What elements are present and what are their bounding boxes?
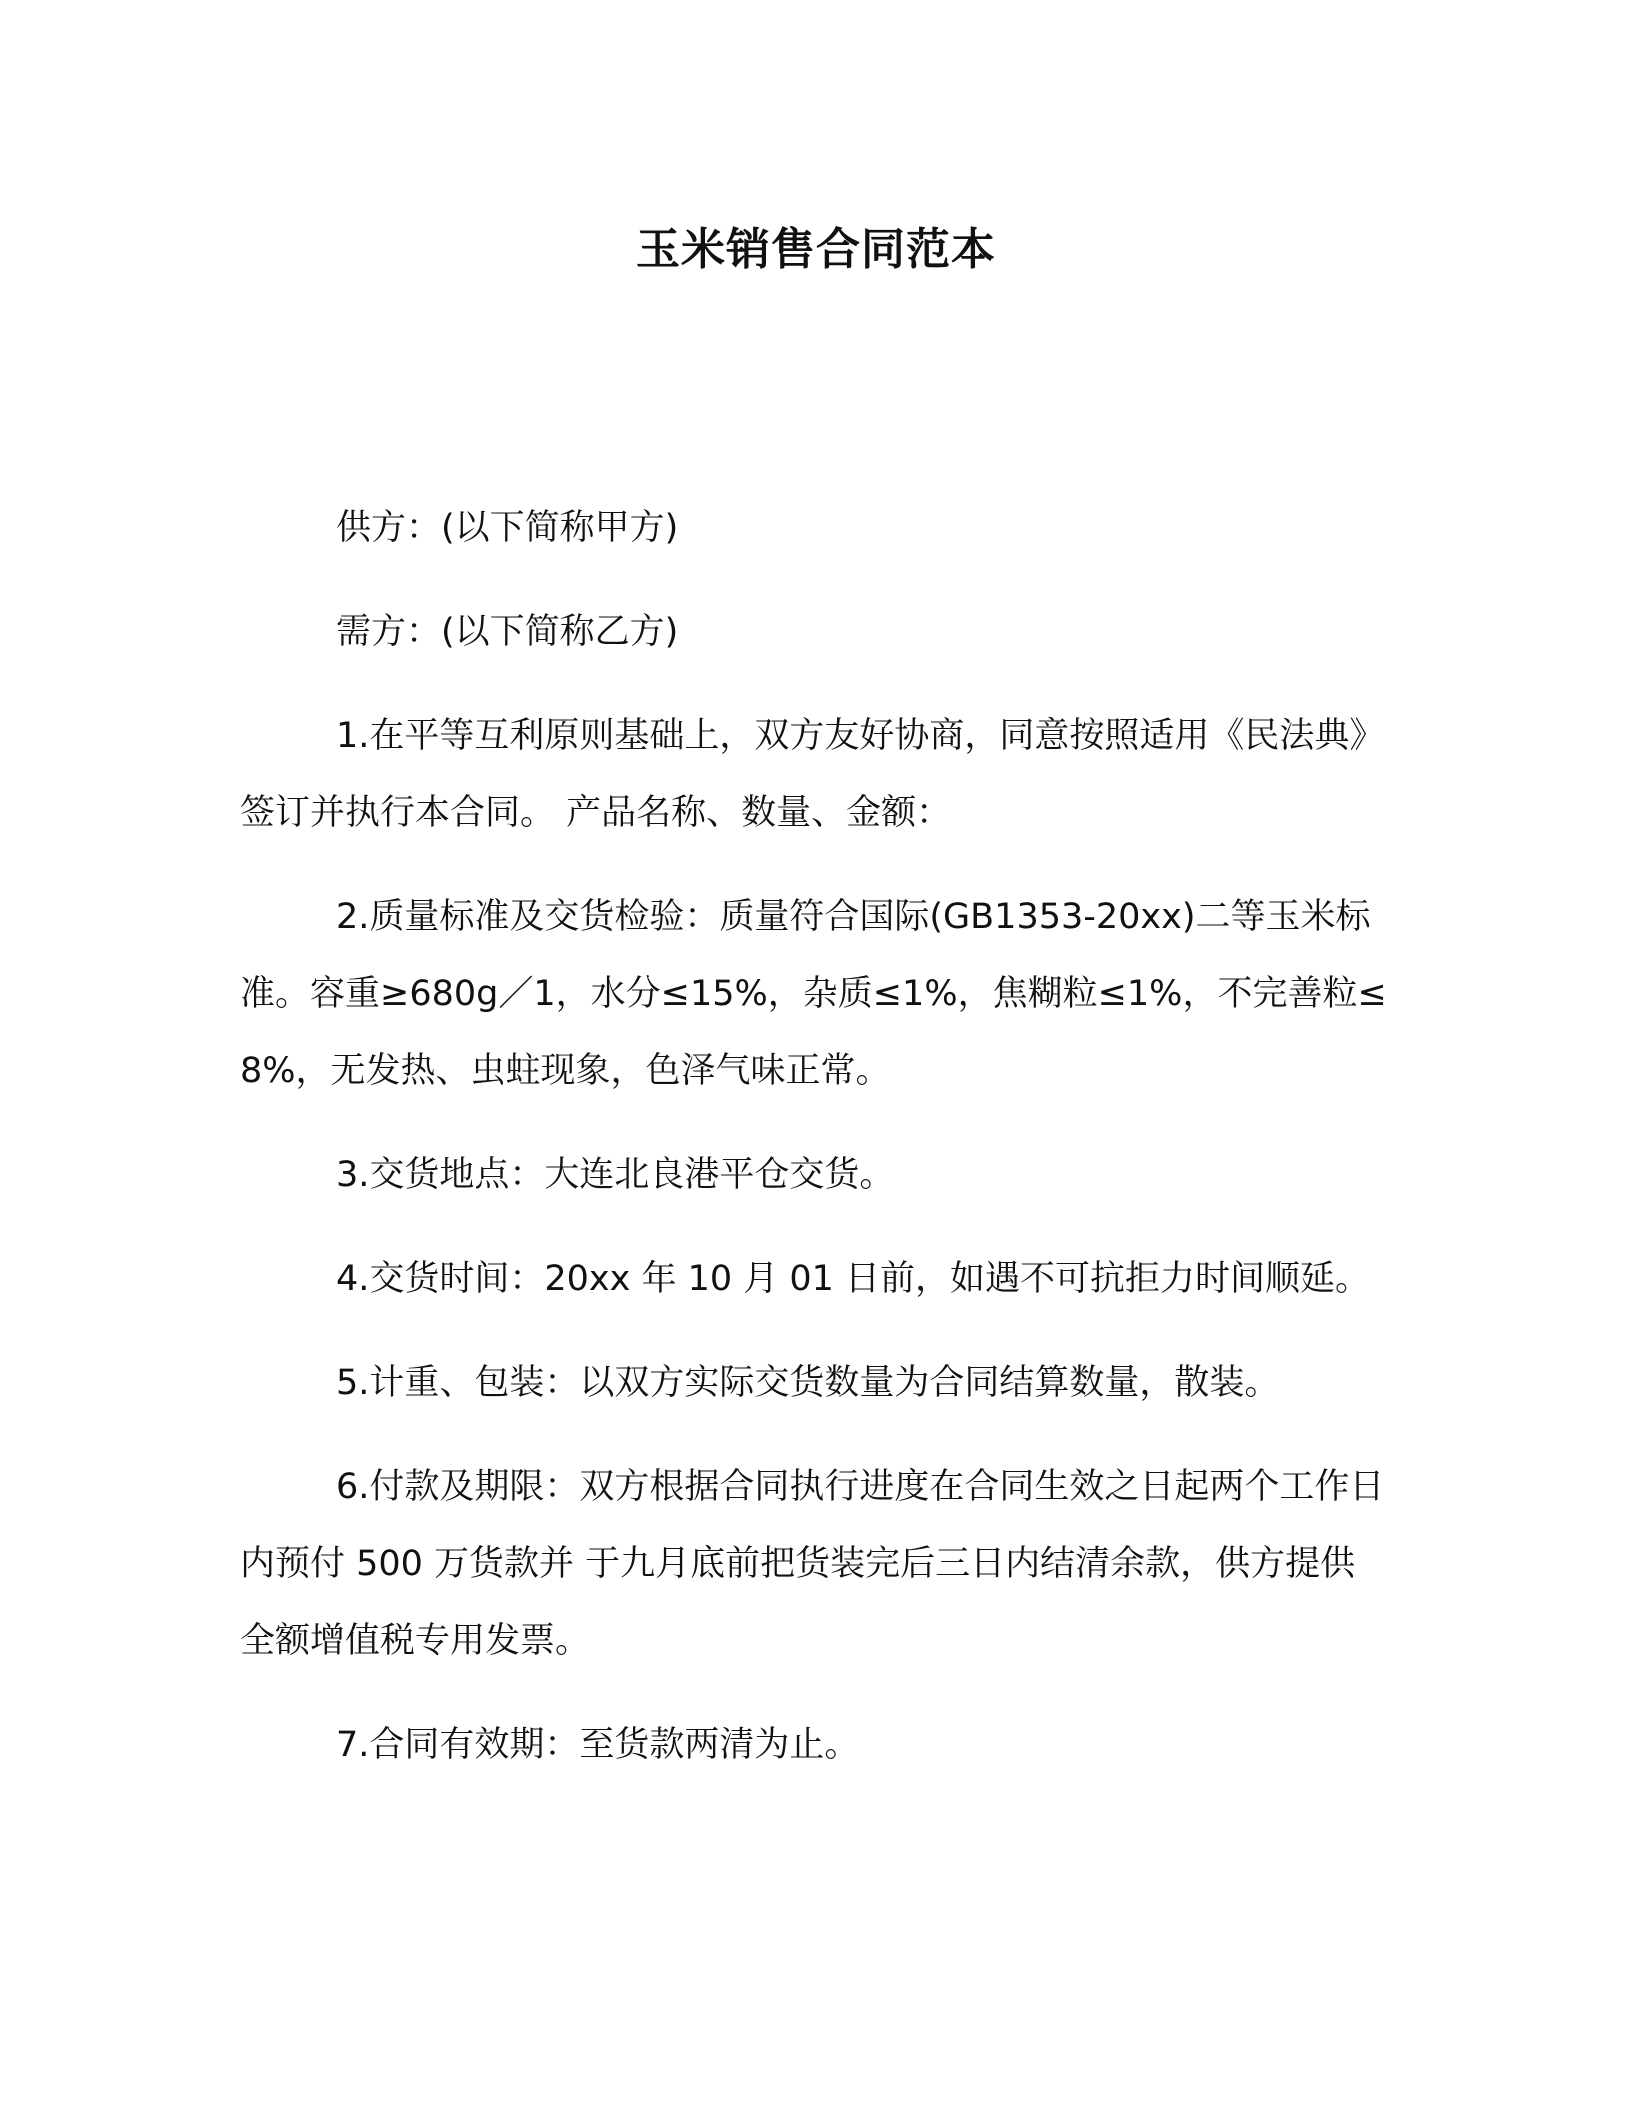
clause-7: 7.合同有效期：至货款两清为止。 bbox=[336, 1725, 860, 1765]
clause-5: 5.计重、包装：以双方实际交货数量为合同结算数量，散装。 bbox=[336, 1363, 1280, 1403]
clause-2: 2.质量标准及交货检验：质量符合国际(GB1353-20xx)二等玉米标准。容重≥680g／1，水分≤15%，杂质≤1%，焦糊粒≤1%，不完善粒≤8%，无发热、虫蛀现象，色泽气味正常。 bbox=[240, 897, 1387, 1091]
document-title: 玉米销售合同范本 bbox=[636, 224, 996, 275]
clause-6: 6.付款及期限：双方根据合同执行进度在合同生效之日起两个工作日内预付 500 万货款并 于九月底前把货装完后三日内结清余款，供方提供全额增值税专用发票。 bbox=[240, 1467, 1385, 1661]
supplier-line: 供方：(以下简称甲方) bbox=[336, 508, 679, 548]
clause-3: 3.交货地点：大连北良港平仓交货。 bbox=[336, 1155, 895, 1195]
clause-1: 1.在平等互利原则基础上，双方友好协商，同意按照适用《民法典》签订并执行本合同。 产品名称、数量、金额： bbox=[240, 716, 1385, 833]
clause-4: 4.交货时间：20xx 年 10 月 01 日前，如遇不可抗拒力时间顺延。 bbox=[336, 1259, 1371, 1299]
buyer-line: 需方：(以下简称乙方) bbox=[336, 612, 679, 652]
document-body bbox=[240, 490, 1390, 1811]
